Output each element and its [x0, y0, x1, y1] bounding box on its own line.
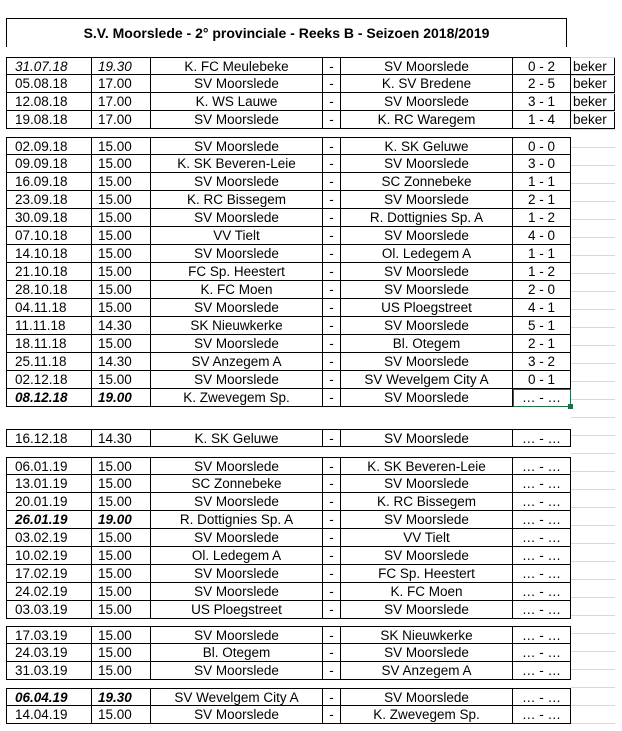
match-date-cell[interactable]: 31.03.19 — [6, 662, 92, 680]
match-score-cell[interactable]: … - … — [513, 644, 571, 662]
grid-line — [571, 525, 615, 526]
away-team-cell[interactable]: VV Tielt — [341, 529, 513, 547]
match-note-cell[interactable]: beker — [571, 111, 615, 129]
match-date-cell[interactable]: 06.04.19 — [6, 688, 92, 706]
match-score-cell[interactable]: … - … — [513, 457, 571, 475]
away-team-cell[interactable]: SV Moorslede — [341, 688, 513, 706]
match-date-cell[interactable]: 16.09.18 — [6, 173, 92, 191]
home-team-cell[interactable]: SV Moorslede — [151, 245, 323, 263]
away-team-cell[interactable]: SV Moorslede — [341, 317, 513, 335]
match-score-cell[interactable]: 1 - 4 — [513, 111, 571, 129]
grid-line — [571, 255, 615, 256]
match-time-cell[interactable]: 15.00 — [92, 493, 151, 511]
home-team-cell[interactable]: SV Moorslede — [151, 706, 323, 724]
away-team-cell[interactable]: K. SK Beveren-Leie — [341, 457, 513, 475]
match-time-cell[interactable]: 14.30 — [92, 429, 151, 447]
match-score-cell[interactable]: 1 - 1 — [513, 245, 571, 263]
away-team-cell[interactable]: US Ploegstreet — [341, 299, 513, 317]
grid-line — [571, 399, 615, 400]
away-team-cell[interactable]: K. RC Bissegem — [341, 493, 513, 511]
separator-dash-cell[interactable]: - — [323, 137, 341, 155]
match-time-cell[interactable]: 15.00 — [92, 371, 151, 389]
grid-line — [571, 651, 615, 652]
separator-dash-cell[interactable]: - — [323, 353, 341, 371]
match-score-cell[interactable]: … - … — [513, 706, 571, 724]
match-date-cell[interactable]: 03.03.19 — [6, 601, 92, 619]
grid-line — [571, 561, 615, 562]
home-team-cell[interactable]: SV Moorslede — [151, 111, 323, 129]
separator-dash-cell[interactable]: - — [323, 389, 341, 407]
match-score-cell[interactable]: 4 - 0 — [513, 227, 571, 245]
home-team-cell[interactable]: SV Moorslede — [151, 493, 323, 511]
match-score-cell[interactable]: 5 - 1 — [513, 317, 571, 335]
match-time-cell[interactable]: 15.00 — [92, 706, 151, 724]
grid-line — [571, 147, 615, 148]
grid-line — [571, 705, 615, 706]
match-time-cell[interactable]: 17.00 — [92, 93, 151, 111]
separator-dash-cell[interactable]: - — [323, 511, 341, 529]
separator-dash-cell[interactable]: - — [323, 706, 341, 724]
separator-dash-cell[interactable]: - — [323, 429, 341, 447]
match-score-cell[interactable]: … - … — [513, 389, 571, 407]
home-team-cell[interactable]: SV Moorslede — [151, 457, 323, 475]
match-date-cell[interactable]: 31.07.18 — [6, 57, 92, 75]
away-team-cell[interactable]: SV Moorslede — [341, 475, 513, 493]
separator-dash-cell[interactable]: - — [323, 57, 341, 75]
separator-dash-cell[interactable]: - — [323, 263, 341, 281]
away-team-cell[interactable]: SV Anzegem A — [341, 662, 513, 680]
grid-line — [571, 489, 615, 490]
grid-line — [571, 507, 615, 508]
grid-line — [571, 615, 615, 616]
separator-dash-cell[interactable]: - — [323, 191, 341, 209]
away-team-cell[interactable]: R. Dottignies Sp. A — [341, 209, 513, 227]
match-time-cell[interactable]: 15.00 — [92, 644, 151, 662]
match-date-cell[interactable]: 21.10.18 — [6, 263, 92, 281]
separator-dash-cell[interactable]: - — [323, 317, 341, 335]
match-date-cell[interactable]: 03.02.19 — [6, 529, 92, 547]
home-team-cell[interactable]: R. Dottignies Sp. A — [151, 511, 323, 529]
home-team-cell[interactable]: SV Moorslede — [151, 137, 323, 155]
home-team-cell[interactable]: Ol. Ledegem A — [151, 547, 323, 565]
home-team-cell[interactable]: K. FC Meulebeke — [151, 57, 323, 75]
separator-dash-cell[interactable]: - — [323, 155, 341, 173]
match-date-cell[interactable]: 08.12.18 — [6, 389, 92, 407]
away-team-cell[interactable]: SV Moorslede — [341, 191, 513, 209]
separator-dash-cell[interactable]: - — [323, 173, 341, 191]
match-time-cell[interactable]: 15.00 — [92, 227, 151, 245]
match-date-cell[interactable]: 18.11.18 — [6, 335, 92, 353]
match-score-cell[interactable]: … - … — [513, 511, 571, 529]
grid-line — [571, 273, 615, 274]
match-score-cell[interactable]: … - … — [513, 493, 571, 511]
home-team-cell[interactable]: FC Sp. Heestert — [151, 263, 323, 281]
home-team-cell[interactable]: SV Moorslede — [151, 662, 323, 680]
match-time-cell[interactable]: 15.00 — [92, 155, 151, 173]
away-team-cell[interactable]: SV Moorslede — [341, 353, 513, 371]
home-team-cell[interactable]: Bl. Otegem — [151, 644, 323, 662]
grid-line — [571, 93, 615, 94]
match-time-cell[interactable]: 15.00 — [92, 137, 151, 155]
away-team-cell[interactable]: SV Moorslede — [341, 57, 513, 75]
match-note-cell[interactable]: beker — [571, 93, 615, 111]
match-date-cell[interactable]: 17.03.19 — [6, 626, 92, 644]
away-team-cell[interactable]: K. Zwevegem Sp. — [341, 706, 513, 724]
match-time-cell[interactable]: 15.00 — [92, 529, 151, 547]
home-team-cell[interactable]: K. Zwevegem Sp. — [151, 389, 323, 407]
separator-dash-cell[interactable]: - — [323, 227, 341, 245]
separator-dash-cell[interactable]: - — [323, 457, 341, 475]
grid-line — [571, 597, 615, 598]
home-team-cell[interactable]: K. RC Bissegem — [151, 191, 323, 209]
match-time-cell[interactable]: 15.00 — [92, 281, 151, 299]
home-team-cell[interactable]: K. SK Geluwe — [151, 429, 323, 447]
away-team-cell[interactable]: SV Moorslede — [341, 155, 513, 173]
separator-dash-cell[interactable]: - — [323, 688, 341, 706]
away-team-cell[interactable]: SV Wevelgem City A — [341, 371, 513, 389]
away-team-cell[interactable]: K. RC Waregem — [341, 111, 513, 129]
grid-line — [571, 363, 615, 364]
separator-dash-cell[interactable]: - — [323, 626, 341, 644]
separator-dash-cell[interactable]: - — [323, 475, 341, 493]
match-time-cell[interactable]: 15.00 — [92, 335, 151, 353]
separator-dash-cell[interactable]: - — [323, 583, 341, 601]
home-team-cell[interactable]: SK Nieuwkerke — [151, 317, 323, 335]
match-date-cell[interactable]: 09.09.18 — [6, 155, 92, 173]
grid-line — [571, 309, 615, 310]
match-time-cell[interactable]: 15.00 — [92, 662, 151, 680]
home-team-cell[interactable]: SV Moorslede — [151, 299, 323, 317]
home-team-cell[interactable]: SV Moorslede — [151, 209, 323, 227]
match-date-cell[interactable]: 14.10.18 — [6, 245, 92, 263]
away-team-cell[interactable]: SV Moorslede — [341, 429, 513, 447]
grid-line — [571, 435, 615, 436]
match-time-cell[interactable]: 17.00 — [92, 75, 151, 93]
separator-dash-cell[interactable]: - — [323, 662, 341, 680]
separator-dash-cell[interactable]: - — [323, 209, 341, 227]
match-time-cell[interactable]: 15.00 — [92, 263, 151, 281]
match-date-cell[interactable]: 26.01.19 — [6, 511, 92, 529]
match-time-cell[interactable]: 15.00 — [92, 299, 151, 317]
match-score-cell[interactable]: 1 - 1 — [513, 173, 571, 191]
grid-line — [571, 723, 615, 724]
match-time-cell[interactable]: 19.30 — [92, 57, 151, 75]
match-score-cell[interactable]: … - … — [513, 626, 571, 644]
grid-line — [571, 291, 615, 292]
match-score-cell[interactable]: … - … — [513, 583, 571, 601]
separator-dash-cell[interactable]: - — [323, 335, 341, 353]
match-time-cell[interactable]: 15.00 — [92, 173, 151, 191]
grid-line — [571, 57, 615, 58]
home-team-cell[interactable]: SV Moorslede — [151, 335, 323, 353]
home-team-cell[interactable]: SV Wevelgem City A — [151, 688, 323, 706]
home-team-cell[interactable]: SV Moorslede — [151, 529, 323, 547]
home-team-cell[interactable]: SV Moorslede — [151, 75, 323, 93]
away-team-cell[interactable]: SV Moorslede — [341, 389, 513, 407]
away-team-cell[interactable]: K. SK Geluwe — [341, 137, 513, 155]
match-score-cell[interactable]: … - … — [513, 565, 571, 583]
match-date-cell[interactable]: 04.11.18 — [6, 299, 92, 317]
match-time-cell[interactable]: 17.00 — [92, 111, 151, 129]
match-time-cell[interactable]: 15.00 — [92, 583, 151, 601]
grid-line — [571, 183, 615, 184]
home-team-cell[interactable]: K. SK Beveren-Leie — [151, 155, 323, 173]
match-score-cell[interactable]: 1 - 2 — [513, 263, 571, 281]
grid-line — [571, 471, 615, 472]
match-score-cell[interactable]: 2 - 0 — [513, 281, 571, 299]
match-score-cell[interactable]: 1 - 2 — [513, 209, 571, 227]
grid-line — [571, 219, 615, 220]
grid-line — [571, 669, 615, 670]
match-time-cell[interactable]: 15.00 — [92, 245, 151, 263]
match-time-cell[interactable]: 15.00 — [92, 209, 151, 227]
home-team-cell[interactable]: VV Tielt — [151, 227, 323, 245]
away-team-cell[interactable]: SV Moorslede — [341, 227, 513, 245]
away-team-cell[interactable]: SV Moorslede — [341, 511, 513, 529]
separator-dash-cell[interactable]: - — [323, 111, 341, 129]
match-score-cell[interactable]: 0 - 1 — [513, 371, 571, 389]
away-team-cell[interactable]: FC Sp. Heestert — [341, 565, 513, 583]
away-team-cell[interactable]: SV Moorslede — [341, 547, 513, 565]
match-score-cell[interactable]: … - … — [513, 429, 571, 447]
grid-line — [571, 417, 615, 418]
match-date-cell[interactable]: 20.01.19 — [6, 493, 92, 511]
separator-dash-cell[interactable]: - — [323, 601, 341, 619]
separator-dash-cell[interactable]: - — [323, 547, 341, 565]
separator-dash-cell[interactable]: - — [323, 245, 341, 263]
match-score-cell[interactable]: 0 - 2 — [513, 57, 571, 75]
separator-dash-cell[interactable]: - — [323, 75, 341, 93]
match-date-cell[interactable]: 23.09.18 — [6, 191, 92, 209]
away-team-cell[interactable]: Bl. Otegem — [341, 335, 513, 353]
grid-line — [571, 111, 615, 112]
separator-dash-cell[interactable]: - — [323, 529, 341, 547]
match-score-cell[interactable]: … - … — [513, 547, 571, 565]
match-score-cell[interactable]: 2 - 1 — [513, 335, 571, 353]
home-team-cell[interactable]: SV Moorslede — [151, 173, 323, 191]
match-score-cell[interactable]: 2 - 1 — [513, 191, 571, 209]
separator-dash-cell[interactable]: - — [323, 493, 341, 511]
grid-line — [571, 237, 615, 238]
match-date-cell[interactable]: 06.01.19 — [6, 457, 92, 475]
match-date-cell[interactable]: 11.11.18 — [6, 317, 92, 335]
match-date-cell[interactable]: 02.09.18 — [6, 137, 92, 155]
match-time-cell[interactable]: 15.00 — [92, 475, 151, 493]
grid-line — [571, 687, 615, 688]
match-date-cell[interactable]: 10.02.19 — [6, 547, 92, 565]
away-team-cell[interactable]: SV Moorslede — [341, 281, 513, 299]
match-score-cell[interactable]: 2 - 5 — [513, 75, 571, 93]
match-score-cell[interactable]: 3 - 2 — [513, 353, 571, 371]
match-date-cell[interactable]: 24.03.19 — [6, 644, 92, 662]
away-team-cell[interactable]: Ol. Ledegem A — [341, 245, 513, 263]
match-date-cell[interactable]: 25.11.18 — [6, 353, 92, 371]
grid-line — [571, 381, 615, 382]
grid-line — [571, 129, 615, 130]
away-team-cell[interactable]: SV Moorslede — [341, 644, 513, 662]
match-date-cell[interactable]: 05.08.18 — [6, 75, 92, 93]
away-team-cell[interactable]: SV Moorslede — [341, 93, 513, 111]
home-team-cell[interactable]: US Ploegstreet — [151, 601, 323, 619]
home-team-cell[interactable]: SV Moorslede — [151, 583, 323, 601]
match-score-cell[interactable]: 4 - 1 — [513, 299, 571, 317]
match-date-cell[interactable]: 19.08.18 — [6, 111, 92, 129]
separator-dash-cell[interactable]: - — [323, 299, 341, 317]
separator-dash-cell[interactable]: - — [323, 281, 341, 299]
match-time-cell[interactable]: 15.00 — [92, 547, 151, 565]
separator-dash-cell[interactable]: - — [323, 565, 341, 583]
grid-line — [571, 75, 615, 76]
match-time-cell[interactable]: 14.30 — [92, 317, 151, 335]
match-score-cell[interactable]: … - … — [513, 601, 571, 619]
match-score-cell[interactable]: … - … — [513, 475, 571, 493]
match-date-cell[interactable]: 24.02.19 — [6, 583, 92, 601]
match-score-cell[interactable]: 0 - 0 — [513, 137, 571, 155]
match-date-cell[interactable]: 17.02.19 — [6, 565, 92, 583]
match-score-cell[interactable]: … - … — [513, 662, 571, 680]
home-team-cell[interactable]: SC Zonnebeke — [151, 475, 323, 493]
match-date-cell[interactable]: 12.08.18 — [6, 93, 92, 111]
grid-line — [571, 579, 615, 580]
home-team-cell[interactable]: SV Moorslede — [151, 565, 323, 583]
away-team-cell[interactable]: SV Moorslede — [341, 601, 513, 619]
match-time-cell[interactable]: 19.30 — [92, 688, 151, 706]
match-score-cell[interactable]: … - … — [513, 529, 571, 547]
grid-line — [571, 453, 615, 454]
match-time-cell[interactable]: 15.00 — [92, 565, 151, 583]
match-date-cell[interactable]: 30.09.18 — [6, 209, 92, 227]
home-team-cell[interactable]: SV Anzegem A — [151, 353, 323, 371]
home-team-cell[interactable]: K. FC Moen — [151, 281, 323, 299]
match-date-cell[interactable]: 07.10.18 — [6, 227, 92, 245]
match-time-cell[interactable]: 15.00 — [92, 626, 151, 644]
home-team-cell[interactable]: SV Moorslede — [151, 371, 323, 389]
away-team-cell[interactable]: SV Moorslede — [341, 263, 513, 281]
away-team-cell[interactable]: K. FC Moen — [341, 583, 513, 601]
separator-dash-cell[interactable]: - — [323, 644, 341, 662]
away-team-cell[interactable]: SC Zonnebeke — [341, 173, 513, 191]
grid-line — [571, 165, 615, 166]
match-time-cell[interactable]: 19.00 — [92, 389, 151, 407]
home-team-cell[interactable]: K. WS Lauwe — [151, 93, 323, 111]
grid-line — [571, 201, 615, 202]
match-time-cell[interactable]: 14.30 — [92, 353, 151, 371]
grid-line — [571, 633, 615, 634]
away-team-cell[interactable]: K. SV Bredene — [341, 75, 513, 93]
match-score-cell[interactable]: 3 - 0 — [513, 155, 571, 173]
home-team-cell[interactable]: SV Moorslede — [151, 626, 323, 644]
grid-line — [571, 543, 615, 544]
fill-handle[interactable] — [568, 404, 573, 409]
sheet-title[interactable]: S.V. Moorslede - 2° provinciale - Reeks B - Seizoen 2018/2019 — [6, 18, 567, 47]
match-date-cell[interactable]: 14.04.19 — [6, 706, 92, 724]
separator-dash-cell[interactable]: - — [323, 93, 341, 111]
match-note-cell[interactable]: beker — [571, 75, 615, 93]
grid-line — [571, 345, 615, 346]
match-note-cell[interactable]: beker — [571, 57, 615, 75]
match-time-cell[interactable]: 15.00 — [92, 601, 151, 619]
match-date-cell[interactable]: 28.10.18 — [6, 281, 92, 299]
match-score-cell[interactable]: … - … — [513, 688, 571, 706]
match-date-cell[interactable]: 13.01.19 — [6, 475, 92, 493]
match-time-cell[interactable]: 15.00 — [92, 191, 151, 209]
match-time-cell[interactable]: 19.00 — [92, 511, 151, 529]
grid-line — [571, 327, 615, 328]
separator-dash-cell[interactable]: - — [323, 371, 341, 389]
match-score-cell[interactable]: 3 - 1 — [513, 93, 571, 111]
match-time-cell[interactable]: 15.00 — [92, 457, 151, 475]
match-date-cell[interactable]: 16.12.18 — [6, 429, 92, 447]
away-team-cell[interactable]: SK Nieuwkerke — [341, 626, 513, 644]
match-date-cell[interactable]: 02.12.18 — [6, 371, 92, 389]
